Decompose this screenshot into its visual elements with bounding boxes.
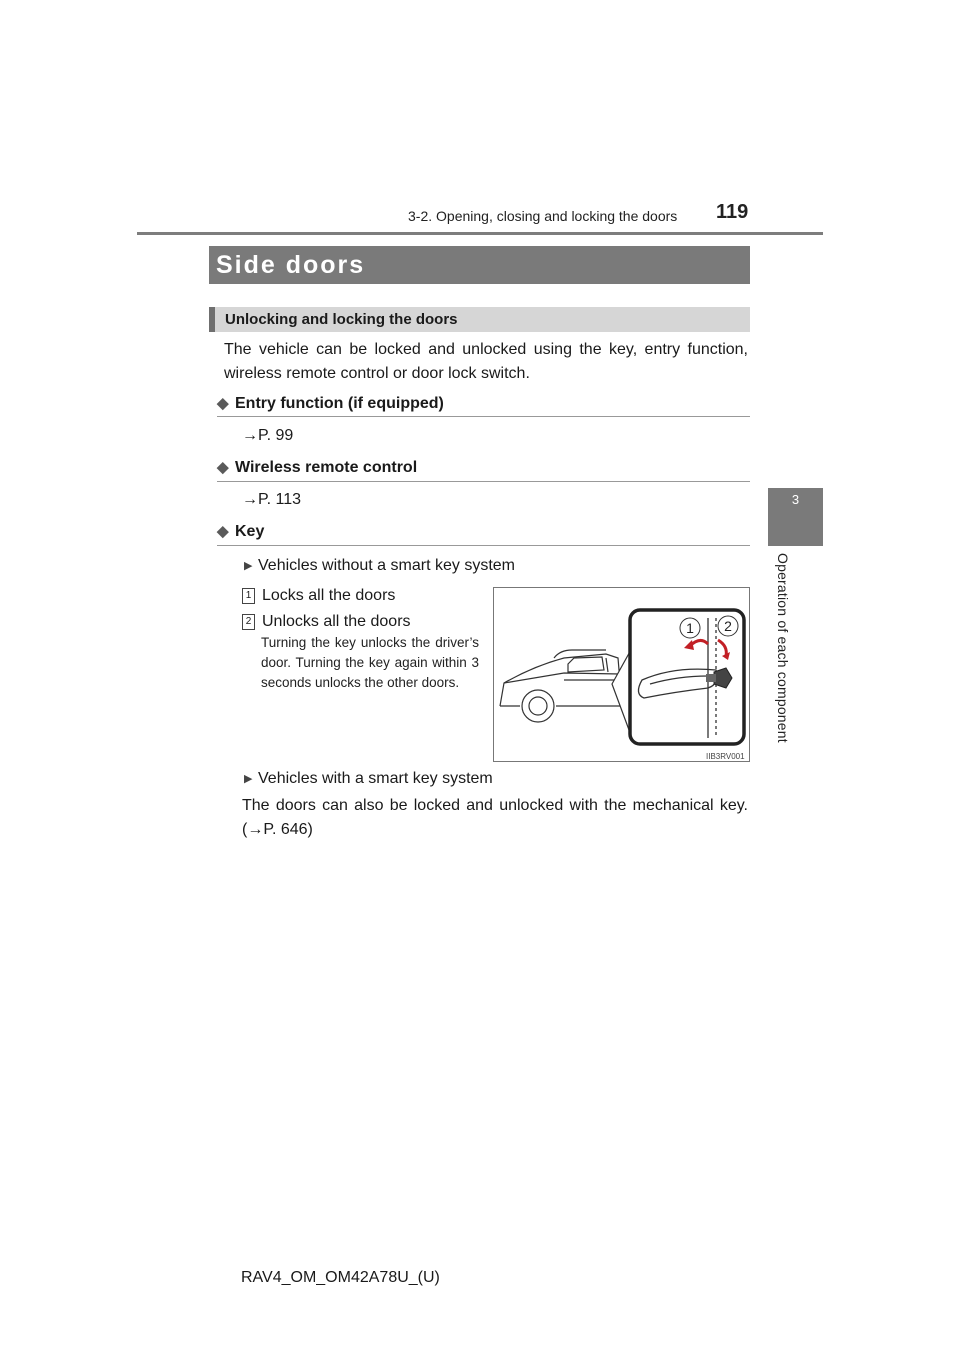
step-number-1: 1 [242,588,255,604]
diamond-bullet-icon: ◆ [217,395,229,412]
heading-text: Entry function (if equipped) [235,395,444,412]
callout-2: 2 [724,618,732,634]
mechanical-key-text: The doors can also be locked and unlocked with the mechanical key. ( [242,797,748,838]
diamond-bullet-icon: ◆ [217,459,229,476]
heading-rule [217,545,750,546]
key-note: Turning the key unlocks the driver’s door. Turning the key again within 3 seconds unlocks the other doors. [261,635,479,690]
arrow-right-icon: → [242,491,258,508]
chapter-tab-label: Operation of each component [775,553,791,743]
footer-document-code: RAV4_OM_OM42A78U_(U) [241,1269,440,1286]
step-number-2: 2 [242,614,255,630]
page-ref-link[interactable]: P. 646 [263,821,308,838]
page-number: 119 [716,201,749,223]
step-2-text: Unlocks all the doors [262,613,411,630]
step-1-text: Locks all the doors [262,587,396,604]
triangle-bullet-icon: ▶ [244,560,253,572]
smart-key-text: Vehicles with a smart key system [258,770,493,787]
heading-wireless-remote [217,458,417,477]
heading-entry-function [217,394,444,413]
page-ref-link[interactable]: P. 99 [258,427,294,444]
heading-key [217,522,264,541]
heading-rule [217,416,750,417]
arrow-right-icon: → [242,427,258,444]
reference-wireless-remote [242,491,301,509]
page-ref-link[interactable]: P. 113 [258,491,302,508]
heading-text: Wireless remote control [235,459,418,476]
step-1 [242,584,395,608]
heading-rule [217,481,750,482]
heading-text: Key [235,523,265,540]
step-2 [242,610,411,634]
figure-code: IIB3RV001 [706,752,745,761]
no-smart-key-label [244,554,515,578]
page-title: Side doors [209,246,750,284]
reference-entry-function [242,427,293,445]
mechanical-key-paragraph [242,794,748,842]
callout-1: 1 [686,620,694,636]
key-illustration [493,587,750,762]
triangle-bullet-icon: ▶ [244,773,253,785]
smart-key-label [244,767,493,791]
diamond-bullet-icon: ◆ [217,523,229,540]
arrow-right-icon: → [247,821,264,838]
car-door-key-icon [494,588,749,761]
chapter-tab-number: 3 [791,492,800,507]
header-section-title: 3-2. Opening, closing and locking the doors [408,208,678,224]
no-smart-key-text: Vehicles without a smart key system [258,557,515,574]
mechanical-key-end: ) [307,821,313,838]
subsection-title: Unlocking and locking the doors [209,307,750,332]
intro-paragraph: The vehicle can be locked and unlocked using the key, entry function, wireless remote control or door lock switch. [224,341,748,382]
header-rule [137,232,823,235]
